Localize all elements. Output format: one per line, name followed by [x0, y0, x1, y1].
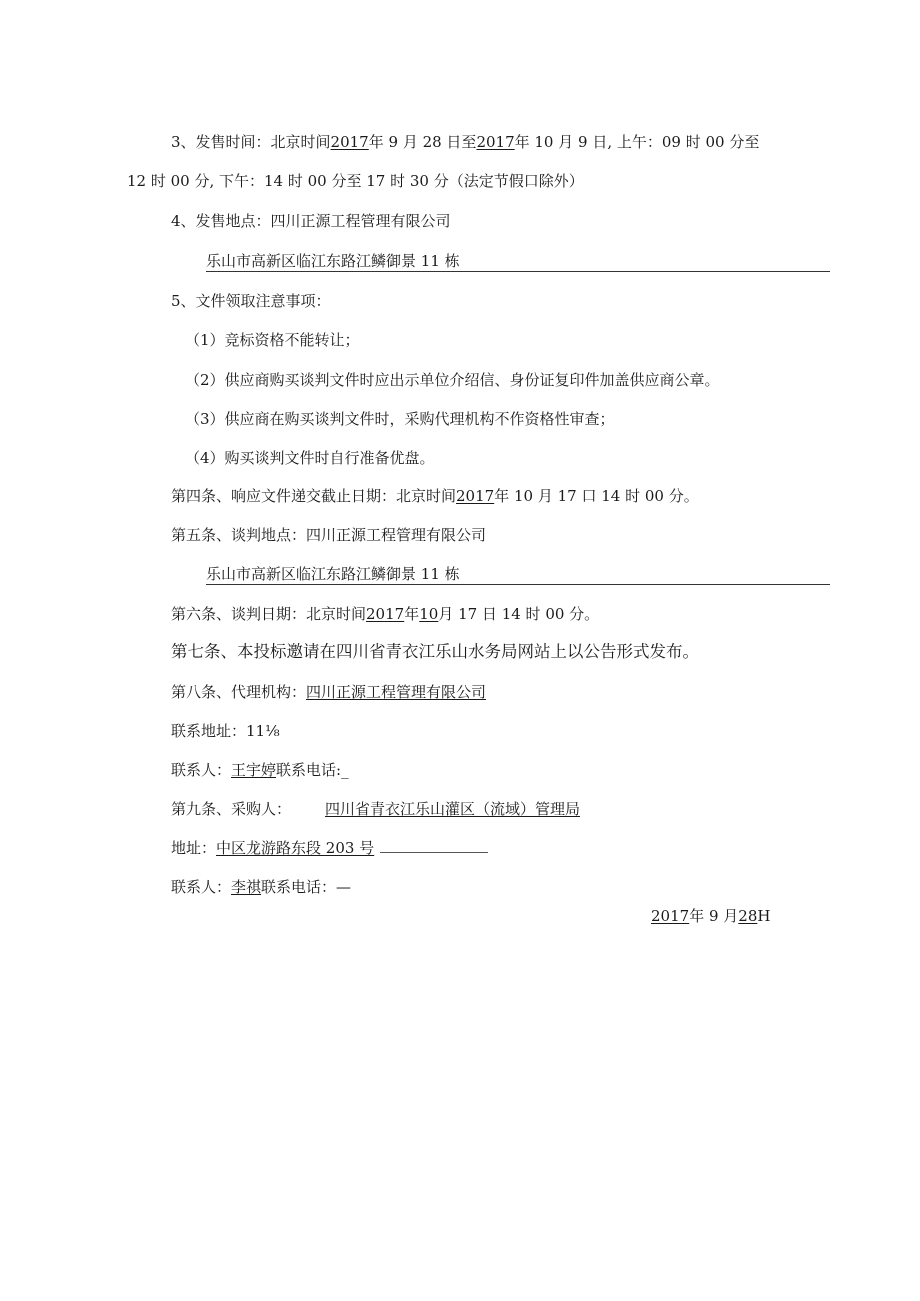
article-5-location: 第五条、谈判地点：四川正源工程管理有限公司: [171, 526, 487, 544]
notice-item-2: （2）供应商购买谈判文件时应出示单位介绍信、身份证复印件加盖供应商公章。: [185, 371, 720, 389]
agency-contact: 联系人：王宇婷联系电话:_: [171, 761, 349, 779]
sale-time-line-2: 12 时 00 分, 下午：14 时 00 分至 17 时 30 分（法定节假口除外）: [127, 172, 584, 190]
agency-contact-address: 联系地址：11⅛: [171, 722, 280, 740]
notice-item-1: （1）竞标资格不能转让；: [185, 331, 360, 349]
article-5-address: 乐山市高新区临江东路江鳞御景 11 栋: [206, 564, 830, 585]
article-8-agency: 第八条、代理机构：四川正源工程管理有限公司: [171, 683, 487, 701]
notice-item-3: （3）供应商在购买谈判文件时，采购代理机构不作资格性审查；: [185, 410, 615, 428]
sale-location: 4、发售地点：四川正源工程管理有限公司: [171, 212, 451, 230]
article-4-deadline: 第四条、响应文件递交截止日期：北京时间2017年 10 月 17 口 14 时 00 分。: [171, 487, 699, 505]
agency-contact-name: 王宇婷: [231, 761, 277, 779]
buyer-name: 四川省青衣江乐山灌区（流域）管理局: [325, 800, 581, 818]
sale-start-year: 2017: [330, 133, 369, 151]
buyer-address: 地址：中区龙游路东段 203 号: [171, 838, 488, 858]
buyer-contact-name: 李祺: [231, 878, 262, 896]
document-date: 2017年 9 月28H: [651, 907, 771, 925]
address-blank-line: [380, 838, 488, 853]
buyer-contact: 联系人：李祺联系电话：—: [171, 878, 352, 896]
article-6-date: 第六条、谈判日期：北京时间2017年10月 17 日 14 时 00 分。: [171, 605, 600, 623]
sale-location-address: 乐山市高新区临江东路江鳞御景 11 栋: [206, 251, 830, 272]
notice-title: 5、文件领取注意事项：: [171, 292, 331, 310]
article-7-publish: 第七条、本投标邀请在四川省青衣江乐山水务局网站上以公告形式发布。: [171, 642, 699, 661]
sale-time-line-1: 3、发售时间：北京时间2017年 9 月 28 日至2017年 10 月 9 日, 上午：09 时 00 分至: [171, 133, 760, 151]
agency-name: 四川正源工程管理有限公司: [306, 683, 487, 701]
notice-item-4: （4）购买谈判文件时自行准备优盘。: [185, 449, 435, 467]
sale-end-year: 2017: [476, 133, 515, 151]
article-9-buyer: 第九条、采购人： 四川省青衣江乐山灌区（流域）管理局: [171, 800, 581, 818]
